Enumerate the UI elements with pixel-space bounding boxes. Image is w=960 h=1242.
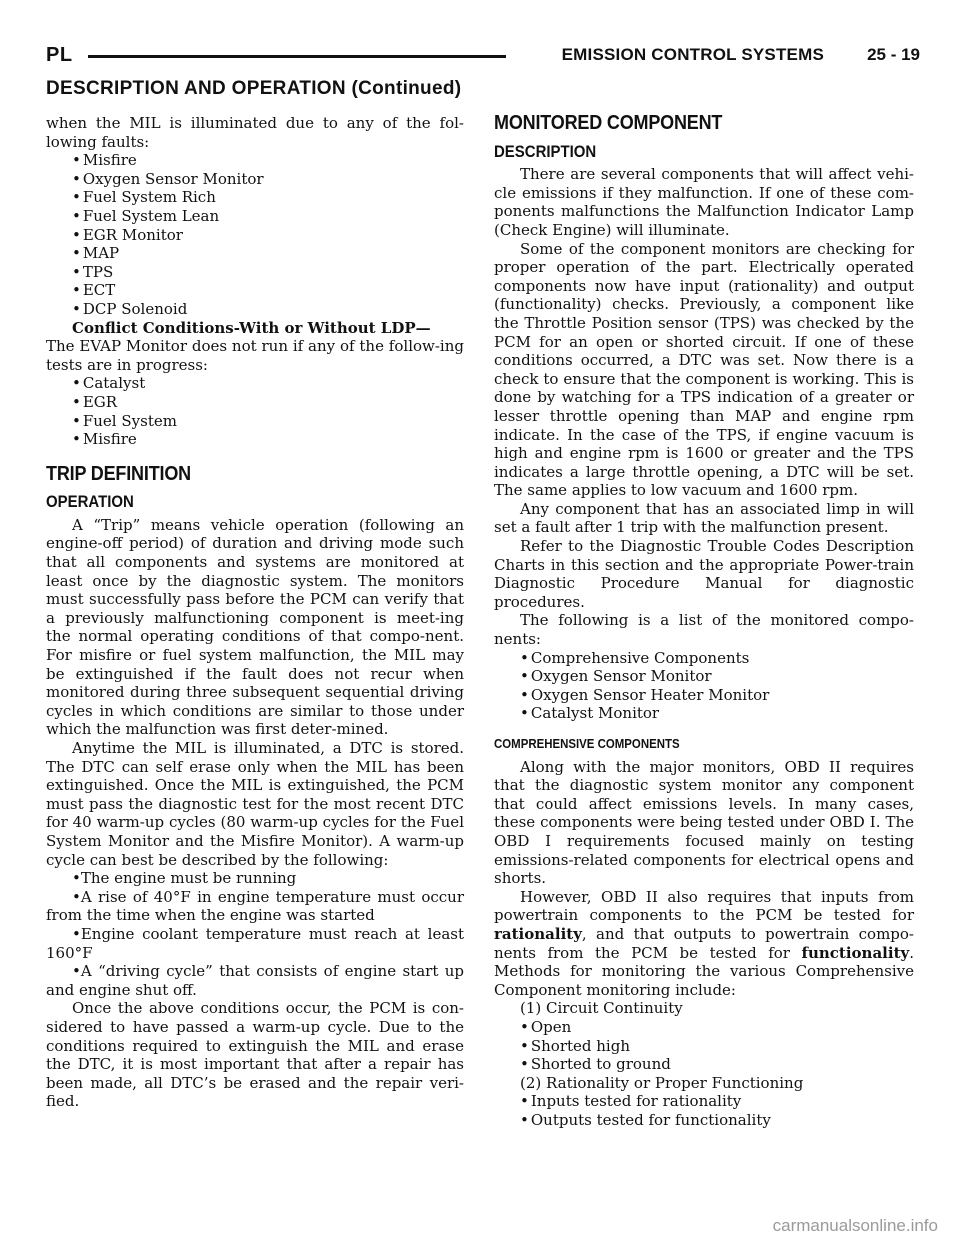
list-item: • EGR Monitor xyxy=(72,225,183,244)
bullet-icon: • xyxy=(72,887,81,906)
continued-heading: DESCRIPTION AND OPERATION (Continued) xyxy=(46,78,462,99)
bullet-icon: • xyxy=(520,685,529,704)
list-item: • Misfire xyxy=(72,151,137,170)
conflict-title: Conflict Conditions-With or Without LDP— xyxy=(72,318,431,337)
list-item: • Catalyst xyxy=(72,374,146,393)
list-item: • ECT xyxy=(72,281,116,300)
bullet-icon: • xyxy=(72,869,81,888)
bullet-icon: • xyxy=(520,667,529,686)
list-item: • Oxygen Sensor Monitor xyxy=(72,169,264,188)
list-item: • Misfire xyxy=(72,430,137,449)
list-item: • Oxygen Sensor Heater Monitor xyxy=(520,685,770,704)
header-code: PL xyxy=(46,44,73,66)
right-column xyxy=(494,114,914,1129)
bullet-icon: • xyxy=(72,430,81,449)
warmup-list xyxy=(46,869,464,999)
list-item: • Fuel System Rich xyxy=(72,188,216,207)
conflict-list xyxy=(46,374,464,448)
bullet-icon: • xyxy=(520,1017,529,1036)
rationality-paragraph: However, OBD II also requires that inputs from powertrain components to the PCM be tested for rationality, and that outputs to powertrain compo-nents from the PCM be tested for functionality. Methods for monitoring the various Comprehensive Component monitoring include: xyxy=(494,887,914,999)
obd-paragraph: Along with the major monitors, OBD II requires that the diagnostic system monitor any component that could affect emissions levels. In many cases, these components were being tested under OBD I. The OBD I requirements focused mainly on testing emissions-related components for electrical opens and shorts. xyxy=(494,757,914,888)
bullet-icon: • xyxy=(72,206,81,225)
header-page-number: 25 - 19 xyxy=(867,45,920,64)
list-item: • Oxygen Sensor Monitor xyxy=(520,667,712,686)
list-item: • Fuel System Lean xyxy=(72,206,220,225)
conflict-text: The EVAP Monitor does not run if any of the follow-ing tests are in progress: xyxy=(46,337,464,374)
bullet-icon: • xyxy=(520,704,529,723)
bullet-icon: • xyxy=(72,262,81,281)
components-paragraph: There are several components that will affect vehi-cle emissions if they malfunction. If one of these com-ponents malfunctions the Malfunction Indicator Lamp (Check Engine) will illuminate. xyxy=(494,165,914,239)
dtc-paragraph: Anytime the MIL is illuminated, a DTC is stored. The DTC can self erase only when the MIL has been extinguished. Once the MIL is extinguished, the PCM must pass the diagnostic test for the most recent DTC for 40 warm-up cycles (80 warm-up cycles for the Fuel System Monitor and the Misfire Monitor). A warm-up cycle can best be described by the following: xyxy=(46,739,464,869)
list-item: • Inputs tested for rationality xyxy=(520,1092,742,1111)
bullet-icon: • xyxy=(72,244,81,263)
warmup-paragraph: Once the above conditions occur, the PCM is con-sidered to have passed a warm-up cycle. Due to the conditions required to extinguish the MIL and erase the DTC, it is most important that after a repair has been made, all DTC’s be erased and the repair veri-fied. xyxy=(46,999,464,1111)
continuity-list xyxy=(494,1018,914,1074)
list-item: • EGR xyxy=(72,392,118,411)
bullet-icon: • xyxy=(72,225,81,244)
list-item: • MAP xyxy=(72,244,120,263)
list-item: • Catalyst Monitor xyxy=(520,704,660,723)
list-item: • TPS xyxy=(72,262,114,281)
list-item: •A “driving cycle” that consists of engine start up and engine shut off. xyxy=(46,962,464,999)
list-item: • Shorted to ground xyxy=(520,1055,671,1074)
trip-paragraph: A “Trip” means vehicle operation (following an engine-off period) of duration and driving mode such that all components and systems are monitored at least once by the diagnostic system. The monitors must successfully pass before the PCM can verify that a previously malfunctioning component is meet-ing the normal operating conditions of that compo-nent. For misfire or fuel system malfunction, the MIL may be extinguished if the fault does not recur when monitored during three subsequent sequential driving cycles in which conditions are similar to those under which the malfunction was first deter-mined. xyxy=(46,515,464,739)
bullet-icon: • xyxy=(72,169,81,188)
list-item: • Shorted high xyxy=(520,1036,630,1055)
monitors-paragraph: Some of the component monitors are checking for proper operation of the part. Electrically operated components now have input (rationality) and output (functionality) checks. Previously, a component like the Throttle Position sensor (TPS) was checked by the PCM for an open or shorted circuit. If one of these conditions occurred, a DTC was set. Now there is a check to ensure that the component is working. This is done by watching for a TPS indication of a greater or lesser throttle opening than MAP and engine rpm indicate. In the case of the TPS, if engine vacuum is high and engine rpm is 1600 or greater and the TPS indicates a large throttle opening, a DTC will be set. The same applies to low vacuum and 1600 rpm. xyxy=(494,239,914,500)
header-rule xyxy=(88,55,506,58)
bullet-icon: • xyxy=(520,1036,529,1055)
list-item: • Open xyxy=(520,1017,572,1036)
list-item: •A rise of 40°F in engine temperature must occur from the time when the engine was started xyxy=(46,887,464,925)
functioning-list xyxy=(494,1092,914,1129)
fault-list xyxy=(46,151,464,318)
bullet-icon: • xyxy=(520,648,529,667)
monitored-component-heading: MONITORED COMPONENT xyxy=(494,112,723,134)
trip-definition-heading: TRIP DEFINITION xyxy=(46,462,191,485)
refer-paragraph: Refer to the Diagnostic Trouble Codes Description Charts in this section and the appropriate Power-train Diagnostic Procedure Manual for diagnostic procedures. xyxy=(494,537,914,611)
bullet-icon: • xyxy=(72,392,81,411)
bullet-icon: • xyxy=(72,281,81,300)
bullet-icon: • xyxy=(72,374,81,393)
intro-text: when the MIL is illuminated due to any of the fol-lowing faults: xyxy=(46,114,464,151)
comprehensive-components-heading: COMPREHENSIVE COMPONENTS xyxy=(494,736,680,751)
bullet-icon: • xyxy=(72,924,81,943)
left-column xyxy=(46,114,464,1111)
bullet-icon: • xyxy=(520,1110,529,1129)
list-item: •Engine coolant temperature must reach at least 160°F xyxy=(46,924,464,962)
list-item: • Fuel System xyxy=(72,411,177,430)
list-intro-paragraph: The following is a list of the monitored compo-nents: xyxy=(494,611,914,649)
bullet-icon: • xyxy=(72,299,81,318)
bullet-icon: • xyxy=(520,1055,529,1074)
monitored-list xyxy=(494,649,914,723)
limp-in-paragraph: Any component that has an associated limp in will set a fault after 1 trip with the malfunction present. xyxy=(494,499,914,537)
header-section-title: EMISSION CONTROL SYSTEMS xyxy=(561,45,824,64)
bullet-icon: • xyxy=(520,1092,529,1111)
list-item: • Comprehensive Components xyxy=(520,648,750,667)
bullet-icon: • xyxy=(72,188,81,207)
watermark: carmanualsonline.info xyxy=(772,1216,938,1235)
list-item: • Outputs tested for functionality xyxy=(520,1110,771,1129)
description-heading: DESCRIPTION xyxy=(494,141,597,161)
list-item: •The engine must be running xyxy=(72,869,297,888)
bullet-icon: • xyxy=(72,411,81,430)
list-item: • DCP Solenoid xyxy=(72,299,188,318)
numbered-item: (1) Circuit Continuity xyxy=(520,999,683,1018)
page-header xyxy=(46,44,920,74)
operation-heading: OPERATION xyxy=(46,492,134,512)
bullet-icon: • xyxy=(72,151,81,170)
numbered-item: (2) Rationality or Proper Functioning xyxy=(520,1073,804,1092)
bullet-icon: • xyxy=(72,962,81,981)
